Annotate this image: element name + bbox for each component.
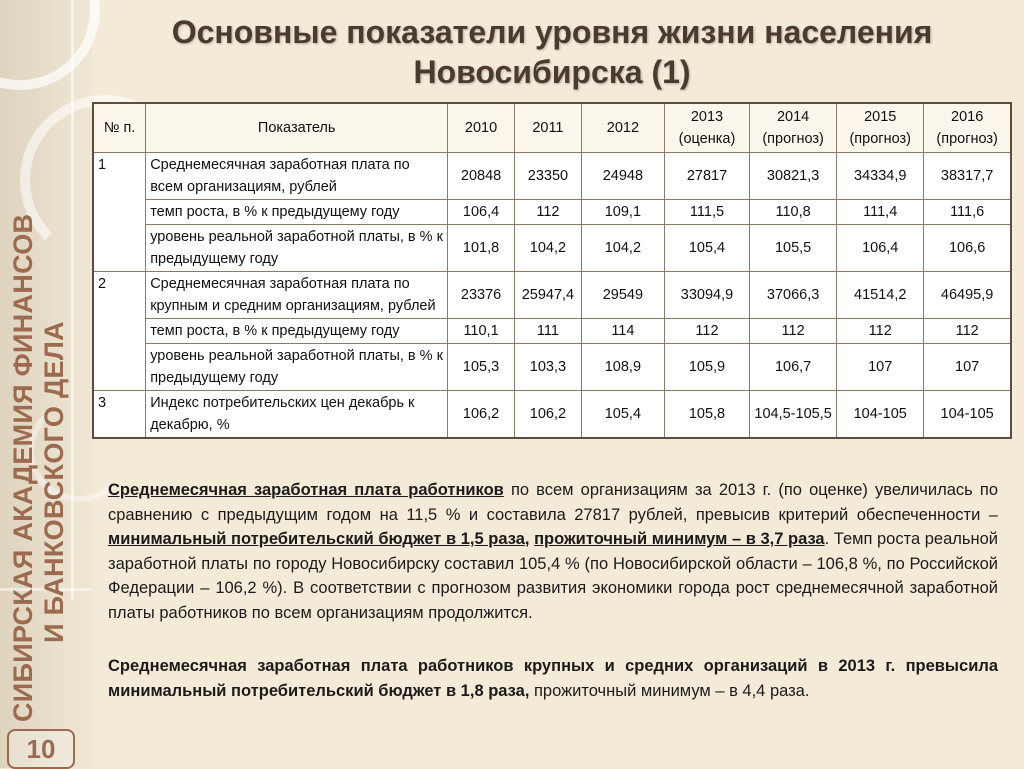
table-row bbox=[93, 200, 1011, 225]
cell-value: 20848 bbox=[448, 153, 515, 200]
header-2013 bbox=[664, 103, 749, 153]
cell-value: 46495,9 bbox=[924, 272, 1011, 319]
cell-value: 105,4 bbox=[581, 391, 664, 439]
cell-value: 38317,7 bbox=[924, 153, 1011, 200]
table-row bbox=[93, 319, 1011, 344]
header-no: № п. bbox=[93, 103, 146, 153]
cell-value: 25947,4 bbox=[514, 272, 581, 319]
header-2013-year: 2013 bbox=[690, 109, 724, 125]
cell-value: 108,9 bbox=[581, 344, 664, 391]
cell-value: 106,7 bbox=[750, 344, 837, 391]
cell-value: 110,8 bbox=[750, 200, 837, 225]
cell-value: 105,4 bbox=[664, 225, 749, 272]
row-number: 2 bbox=[93, 272, 146, 391]
row-number: 3 bbox=[93, 391, 146, 439]
paragraph-lead: Среднемесячная заработная плата работников bbox=[108, 481, 504, 499]
row-label: уровень реальной заработной платы, в % к предыдущему году bbox=[146, 344, 448, 391]
cell-value: 41514,2 bbox=[837, 272, 924, 319]
table-row bbox=[93, 344, 1011, 391]
cell-value: 104,5-105,5 bbox=[750, 391, 837, 439]
page-title bbox=[100, 12, 1004, 92]
header-2015 bbox=[837, 103, 924, 153]
paragraph-salary-all bbox=[108, 478, 998, 625]
cell-value: 106,2 bbox=[514, 391, 581, 439]
cell-value: 110,1 bbox=[448, 319, 515, 344]
cell-value: 105,9 bbox=[664, 344, 749, 391]
cell-value: 24948 bbox=[581, 153, 664, 200]
cell-value: 109,1 bbox=[581, 200, 664, 225]
paragraph-highlight: прожиточный минимум – в 3,7 раза bbox=[534, 530, 825, 548]
academy-name-line1: СИБИРСКАЯ АКАДЕМИЯ ФИНАНСОВ bbox=[8, 213, 38, 722]
cell-value: 107 bbox=[837, 344, 924, 391]
cell-value: 103,3 bbox=[514, 344, 581, 391]
cell-value: 30821,3 bbox=[750, 153, 837, 200]
paragraph-salary-large bbox=[108, 654, 998, 703]
header-2016-year: 2016 bbox=[951, 109, 984, 125]
header-2016 bbox=[924, 103, 1011, 153]
cell-value: 104,2 bbox=[581, 225, 664, 272]
header-2015-year: 2015 bbox=[864, 109, 897, 125]
cell-value: 106,6 bbox=[924, 225, 1011, 272]
paragraph-text: по всем организациям за 2013 г. (по оценке) увеличилась по сравнению с предыдущим годом на 11,5 % и составила 27817 рублей, превысив критерий обеспеченности – bbox=[108, 481, 998, 524]
row-label: уровень реальной заработной платы, в % к предыдущему году bbox=[146, 225, 448, 272]
row-label: Среднемесячная заработная плата по крупным и средним организациям, рублей bbox=[146, 272, 448, 319]
cell-value: 111,4 bbox=[837, 200, 924, 225]
table-row bbox=[93, 272, 1011, 319]
cell-value: 37066,3 bbox=[750, 272, 837, 319]
cell-value: 111 bbox=[514, 319, 581, 344]
row-label: Индекс потребительских цен декабрь к декабрю, % bbox=[146, 391, 448, 439]
header-2016-note: (прогноз) bbox=[936, 131, 998, 147]
paragraph-highlight: минимальный потребительский бюджет в 1,5 раза bbox=[108, 530, 525, 548]
cell-value: 112 bbox=[750, 319, 837, 344]
cell-value: 107 bbox=[924, 344, 1011, 391]
header-2015-note: (прогноз) bbox=[849, 131, 911, 147]
cell-value: 106,2 bbox=[448, 391, 515, 439]
table-row bbox=[93, 391, 1011, 439]
paragraph-lead: Среднемесячная заработная плата работников крупных и средних организаций в 2013 г. превысила минимальный потребительский бюджет в 1,8 раза, bbox=[108, 657, 998, 700]
cell-value: 114 bbox=[581, 319, 664, 344]
paragraph-separator: , bbox=[524, 530, 535, 548]
cell-value: 111,5 bbox=[664, 200, 749, 225]
header-2011: 2011 bbox=[514, 103, 581, 153]
cell-value: 23376 bbox=[448, 272, 515, 319]
cell-value: 112 bbox=[837, 319, 924, 344]
cell-value: 104-105 bbox=[837, 391, 924, 439]
cell-value: 33094,9 bbox=[664, 272, 749, 319]
table-header-row bbox=[93, 103, 1011, 153]
cell-value: 104,2 bbox=[514, 225, 581, 272]
page-title-line2: Новосибирска (1) bbox=[413, 54, 691, 90]
cell-value: 105,3 bbox=[448, 344, 515, 391]
cell-value: 101,8 bbox=[448, 225, 515, 272]
cell-value: 112 bbox=[514, 200, 581, 225]
row-label: Среднемесячная заработная плата по всем организациям, рублей bbox=[146, 153, 448, 200]
page-number: 10 bbox=[7, 729, 75, 769]
table-row bbox=[93, 153, 1011, 200]
academy-name-vertical bbox=[8, 213, 88, 722]
paragraph-text: прожиточный минимум – в 4,4 раза. bbox=[529, 681, 810, 700]
cell-value: 105,8 bbox=[664, 391, 749, 439]
table-row bbox=[93, 225, 1011, 272]
header-2014-year: 2014 bbox=[776, 109, 810, 125]
cell-value: 111,6 bbox=[924, 200, 1011, 225]
header-2013-note: (оценка) bbox=[678, 131, 736, 147]
header-2010: 2010 bbox=[448, 103, 515, 153]
header-2012: 2012 bbox=[581, 103, 664, 153]
cell-value: 106,4 bbox=[448, 200, 515, 225]
cell-value: 34334,9 bbox=[837, 153, 924, 200]
academy-name-line2: И БАНКОВСКОГО ДЕЛА bbox=[39, 321, 69, 643]
cell-value: 29549 bbox=[581, 272, 664, 319]
header-2014 bbox=[750, 103, 837, 153]
header-2014-note: (прогноз) bbox=[762, 131, 824, 147]
cell-value: 112 bbox=[924, 319, 1011, 344]
page-title-line1: Основные показатели уровня жизни населения bbox=[171, 14, 933, 50]
header-indicator: Показатель bbox=[146, 103, 448, 153]
cell-value: 27817 bbox=[664, 153, 749, 200]
cell-value: 106,4 bbox=[837, 225, 924, 272]
cell-value: 105,5 bbox=[750, 225, 837, 272]
cell-value: 104-105 bbox=[924, 391, 1011, 439]
indicators-table bbox=[92, 102, 1012, 439]
cell-value: 112 bbox=[664, 319, 749, 344]
paragraph-text: . Темп роста реальной заработной платы по городу Новосибирску составил 105,4 % (по Новосибирской области – 106,8 %, по Российской Федерации – 106,2 %). В соответствии с прогнозом развития экономики города рост среднемесячной заработной платы работников по всем организациям продолжится. bbox=[108, 530, 999, 622]
cell-value: 23350 bbox=[514, 153, 581, 200]
row-label: темп роста, в % к предыдущему году bbox=[146, 319, 448, 344]
row-label: темп роста, в % к предыдущему году bbox=[146, 200, 448, 225]
row-number: 1 bbox=[93, 153, 146, 272]
